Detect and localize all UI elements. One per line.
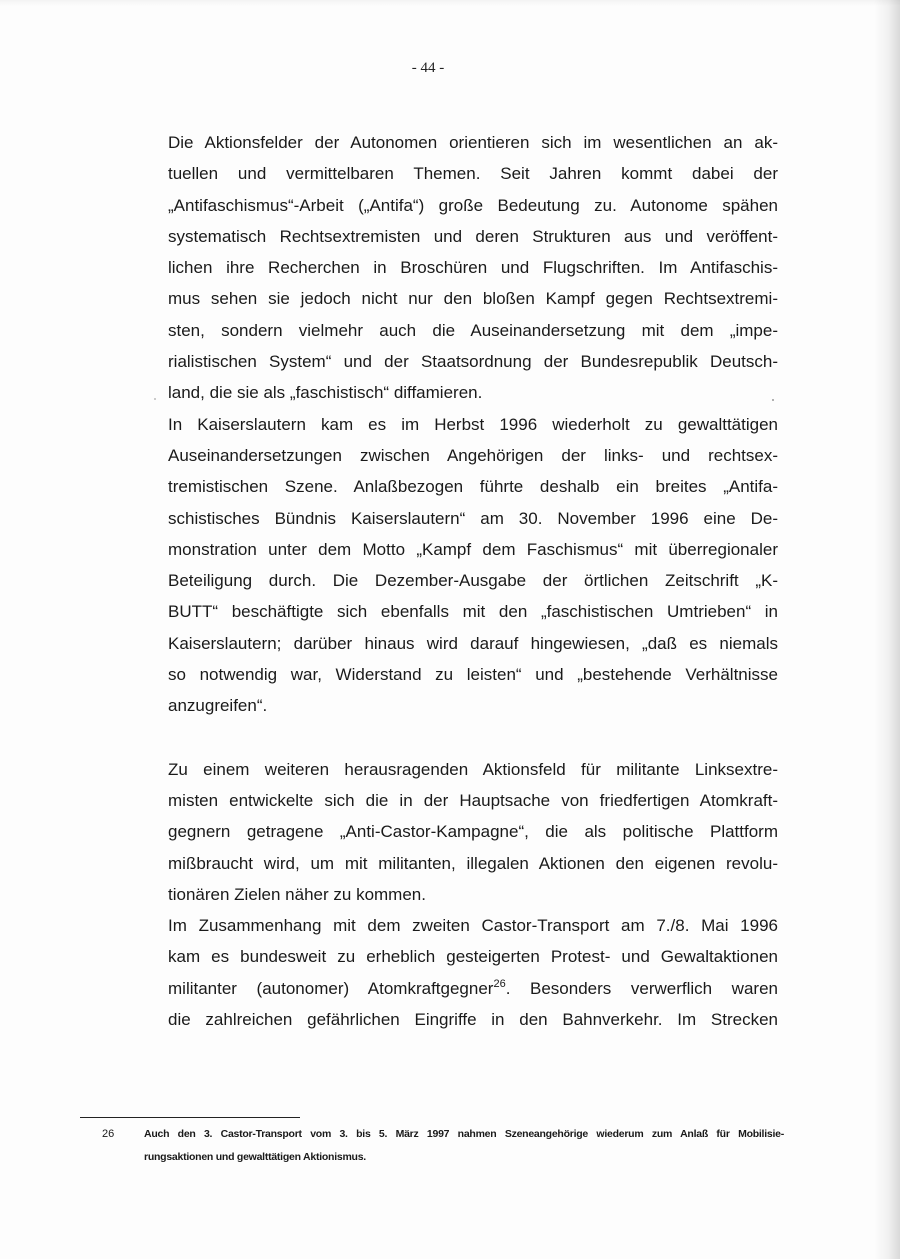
text-line: gegnern getragene „Anti-Castor-Kampagne“, die als politische Plattform bbox=[168, 822, 778, 842]
text-line: „Antifaschismus“-Arbeit („Antifa“) große Bedeutung zu. Autonome spähen bbox=[168, 195, 778, 215]
footnote-text bbox=[144, 1123, 784, 1169]
text-line: sten, sondern vielmehr auch die Auseinandersetzung mit dem „impe- bbox=[168, 320, 778, 340]
text-line-with-footnote bbox=[168, 973, 778, 1004]
footnote-line: Auch den 3. Castor-Transport vom 3. bis 5. März 1997 nahmen Szeneangehörige wiederum zum Anlaß für Mobilisie- bbox=[144, 1128, 784, 1140]
text-line: tionären Zielen näher zu kommen. bbox=[168, 884, 426, 904]
text-line: land, die sie als „faschistisch“ diffamieren. bbox=[168, 383, 483, 403]
text-line: Beteiligung durch. Die Dezember-Ausgabe der örtlichen Zeitschrift „K- bbox=[168, 571, 778, 591]
text-segment: . Besonders verwerflich waren bbox=[505, 978, 778, 998]
paragraph-gap bbox=[168, 722, 778, 754]
text-line: Die Aktionsfelder der Autonomen orientieren sich im wesentlichen an ak- bbox=[168, 133, 778, 152]
scan-speck bbox=[154, 398, 156, 400]
text-line: In Kaiserslautern kam es im Herbst 1996 wiederholt zu gewalttätigen bbox=[168, 414, 778, 434]
text-line: tremistischen Szene. Anlaßbezogen führte deshalb ein breites „Antifa- bbox=[168, 477, 778, 497]
text-line: rialistischen System“ und der Staatsordnung der Bundesrepublik Deutsch- bbox=[168, 352, 778, 372]
text-line: Im Zusammenhang mit dem zweiten Castor-Transport am 7./8. Mai 1996 bbox=[168, 916, 778, 936]
text-line: so notwendig war, Widerstand zu leisten“ und „bestehende Verhältnisse bbox=[168, 665, 778, 685]
footnote-reference[interactable]: 26 bbox=[493, 977, 506, 990]
scan-top-shadow bbox=[0, 0, 900, 6]
text-line: Kaiserslautern; darüber hinaus wird darauf hingewiesen, „daß es niemals bbox=[168, 633, 778, 653]
footnote-line: rungsaktionen und gewalttätigen Aktionismus. bbox=[144, 1151, 366, 1163]
text-line: mißbraucht wird, um mit militanten, illegalen Aktionen den eigenen revolu- bbox=[168, 853, 778, 873]
text-line: misten entwickelte sich die in der Hauptsache von friedfertigen Atomkraft- bbox=[168, 790, 778, 810]
footnote-number: 26 bbox=[102, 1128, 115, 1140]
text-segment: militanter (autonomer) Atomkraftgegner bbox=[168, 978, 494, 998]
footnote-separator bbox=[80, 1117, 300, 1118]
text-line: anzugreifen“. bbox=[168, 696, 268, 716]
text-line: systematisch Rechtsextremisten und deren Strukturen aus und veröffent- bbox=[168, 226, 778, 246]
text-line: schistisches Bündnis Kaiserslautern“ am 30. November 1996 eine De- bbox=[168, 508, 778, 528]
text-line: monstration unter dem Motto „Kampf dem Faschismus“ mit überregionaler bbox=[168, 539, 778, 559]
text-line: mus sehen sie jedoch nicht nur den bloßen Kampf gegen Rechtsextremi- bbox=[168, 289, 778, 309]
text-line: die zahlreichen gefährlichen Eingriffe in den Bahnverkehr. Im Strecken bbox=[168, 1010, 778, 1030]
body-text bbox=[168, 127, 778, 1035]
text-line: kam es bundesweit zu erheblich gesteigerten Protest- und Gewaltaktionen bbox=[168, 947, 778, 967]
scan-edge-shadow bbox=[874, 0, 900, 1259]
page-number: - 44 - bbox=[411, 60, 445, 76]
text-line: Auseinandersetzungen zwischen Angehörigen der links- und rechtsex- bbox=[168, 445, 778, 465]
text-line: tuellen und vermittelbaren Themen. Seit Jahren kommt dabei der bbox=[168, 164, 778, 184]
text-line: lichen ihre Recherchen in Broschüren und Flugschriften. Im Antifaschis- bbox=[168, 258, 778, 278]
text-line: BUTT“ beschäftigte sich ebenfalls mit den „faschistischen Umtrieben“ in bbox=[168, 602, 778, 622]
scan-speck bbox=[772, 399, 774, 401]
text-line: Zu einem weiteren herausragenden Aktionsfeld für militante Linksextre- bbox=[168, 759, 778, 779]
